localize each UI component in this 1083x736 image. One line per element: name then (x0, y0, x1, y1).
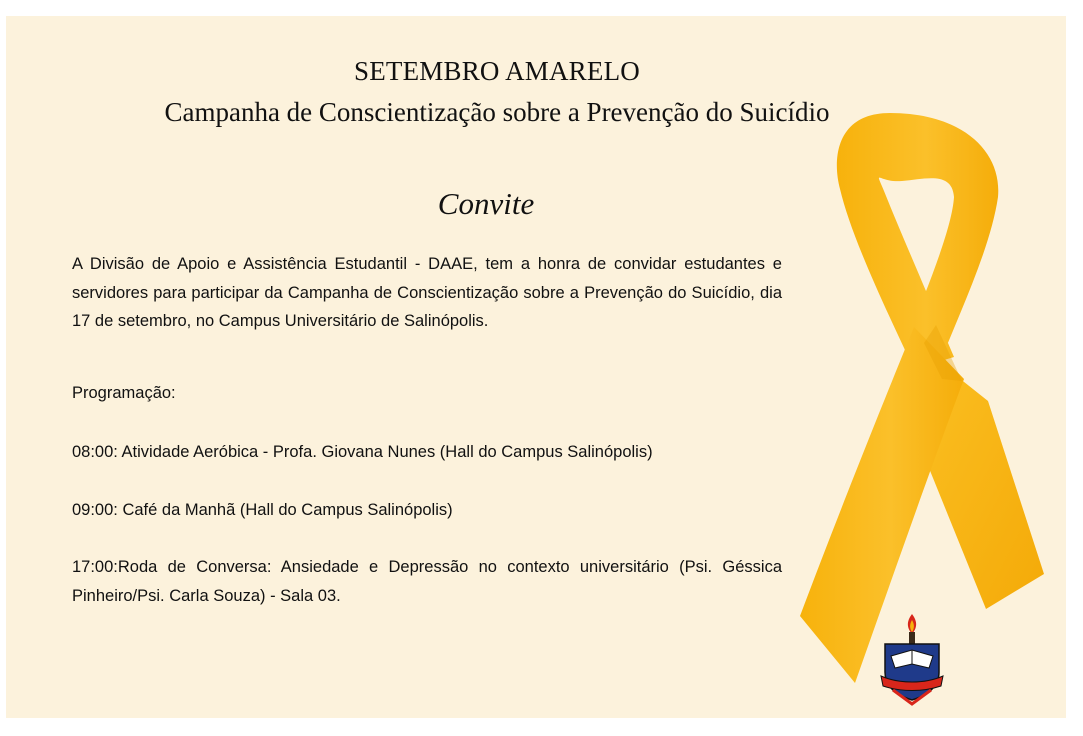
invite-heading: Convite (437, 186, 535, 221)
intro-paragraph: A Divisão de Apoio e Assistência Estudantil - DAAE, tem a honra de convidar estudantes e servidores para participar da Campanha de Conscientização sobre a Prevenção do Suicídio, dia 17 de setembro, no Campus Universitário de Salinópolis. (72, 255, 782, 330)
program-label: Programação: (72, 384, 176, 402)
invitation-card (6, 16, 1066, 718)
program-item: 09:00: Café da Manhã (Hall do Campus Salinópolis) (72, 501, 453, 519)
page-title: SETEMBRO AMARELO (354, 56, 640, 86)
program-item: 17:00:Roda de Conversa: Ansiedade e Depressão no contexto universitário (Psi. Géssica Pinheiro/Psi. Carla Souza) - Sala 03. (72, 558, 782, 605)
program-item: 08:00: Atividade Aeróbica - Profa. Giovana Nunes (Hall do Campus Salinópolis) (72, 443, 653, 461)
awareness-ribbon-icon (776, 111, 1066, 686)
page-subtitle: Campanha de Conscientização sobre a Prevenção do Suicídio (164, 97, 830, 127)
university-seal-icon (879, 610, 945, 706)
